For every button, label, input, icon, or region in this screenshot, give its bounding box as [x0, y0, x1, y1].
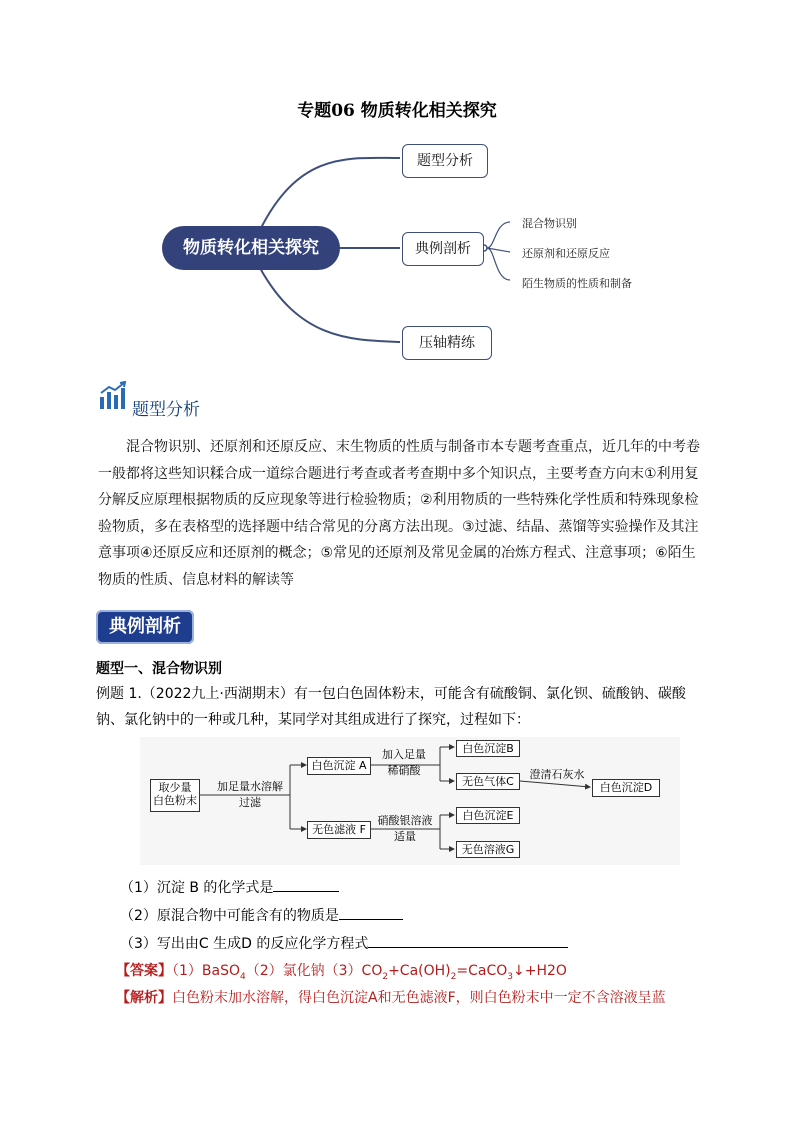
experiment-flowchart [140, 737, 680, 865]
answer-part: +Ca(OH) [388, 963, 451, 979]
flow-acid-bottom: 稀硝酸 [387, 764, 421, 778]
flow-precipitate-a: 白色沉淀 A [307, 757, 371, 775]
question-type-heading: 题型一、混合物识别 [96, 661, 222, 677]
question-1 [120, 877, 339, 897]
flow-precipitate-d: 白色沉淀D [592, 779, 660, 797]
flow-step1-top: 加足量水溶解 [217, 780, 283, 793]
answer-blank[interactable] [368, 947, 568, 948]
mind-map-subitem: 还原剂和还原反应 [522, 247, 610, 260]
answer-subscript: 2 [382, 971, 389, 982]
analysis-line [116, 987, 706, 1007]
example-question [96, 681, 706, 733]
answer-line [116, 960, 567, 982]
analysis-text: 白色粉末加水溶解，得白色沉淀A和无色滤液F，则白色粉末中一定不含溶液呈蓝 [172, 990, 666, 1006]
question-3 [120, 933, 568, 953]
flow-agno3-top: 硝酸银溶液 [377, 814, 433, 827]
answer-subscript: 3 [507, 971, 513, 982]
question-3-text: （3）写出由C 生成D 的反应化学方程式 [120, 936, 369, 952]
mind-map-center-node: 物质转化相关探究 [162, 226, 340, 270]
answer-part: ↓+H2O [513, 963, 567, 979]
flow-start-line1: 取少量 [158, 781, 192, 794]
flow-acid-label [374, 749, 434, 777]
mind-map-node-practice: 压轴精练 [402, 326, 492, 360]
flow-acid-top: 加入足量 [382, 748, 426, 761]
bar-chart-icon [98, 381, 128, 415]
question-1-text: （1）沉淀 B 的化学式是 [120, 880, 274, 896]
flow-precipitate-e: 白色沉淀E [456, 807, 520, 824]
mind-map [150, 130, 510, 365]
page-title: 专题06 物质转化相关探究 [297, 101, 497, 121]
flow-start-box [150, 779, 200, 812]
answer-part: =CaCO [456, 963, 508, 979]
example-text: 例题 1.（2022九上·西湖期末）有一包白色固体粉末，可能含有硫酸铜、氯化钡、硫酸钠、碳酸钠、氯化钠中的一种或几种，某同学对其组成进行了探究，过程如下： [96, 686, 686, 728]
mind-map-subitem: 混合物识别 [522, 217, 577, 230]
flow-step1-label [210, 781, 290, 809]
answer-subscript: 4 [240, 971, 246, 982]
flow-filtrate-f: 无色滤液 F [307, 821, 371, 839]
section-heading: 题型分析 [132, 400, 200, 420]
answer-blank[interactable] [339, 919, 403, 920]
flow-step1-bottom: 过滤 [239, 796, 261, 810]
answer-part: （1）BaSO [172, 963, 240, 979]
mind-map-subitem: 陌生物质的性质和制备 [522, 277, 632, 290]
answer-part: （2）氯化钠（3）CO [245, 963, 383, 979]
analysis-tag: 【解析】 [116, 990, 172, 1006]
section-paragraph: 混合物识别、还原剂和还原反应、末生物质的性质与制备市本专题考查重点，近几年的中考卷一般都将这些知识糅合成一道综合题进行考查或者考查期中多个知识点，主要考查方向末①利用复分解反应原理根据物质的反应现象等进行检验物质；②利用物质的一些特殊化学性质和特殊现象检验物质，多在表格型的选择题中结合常见的分离方法出现。③过滤、结晶、蒸馏等实验操作及其注意事项④还原反应和还原剂的概念；⑤常见的还原剂及常见金属的冶炼方程式、注意事项；⑥陌生物质的性质、信息材料的解读等 [98, 439, 700, 588]
flow-limewater-label: 澄清石灰水 [529, 768, 585, 781]
question-2-text: （2）原混合物中可能含有的物质是 [120, 908, 339, 924]
answer-subscript: 2 [450, 971, 457, 982]
question-2 [120, 905, 403, 925]
answer-blank[interactable] [273, 891, 339, 892]
mind-map-node-analysis: 题型分析 [402, 144, 488, 178]
section-banner: 典例剖析 [96, 610, 194, 644]
flow-solution-g: 无色溶液G [456, 841, 520, 858]
flow-agno3-bottom: 适量 [394, 830, 416, 844]
flow-gas-c: 无色气体C [456, 773, 520, 790]
answer-tag: 【答案】 [116, 963, 172, 979]
flow-agno3-label [374, 815, 436, 843]
mind-map-node-examples: 典例剖析 [402, 232, 484, 266]
flow-precipitate-b: 白色沉淀B [456, 740, 520, 757]
flow-start-line2: 白色粉末 [153, 794, 197, 808]
